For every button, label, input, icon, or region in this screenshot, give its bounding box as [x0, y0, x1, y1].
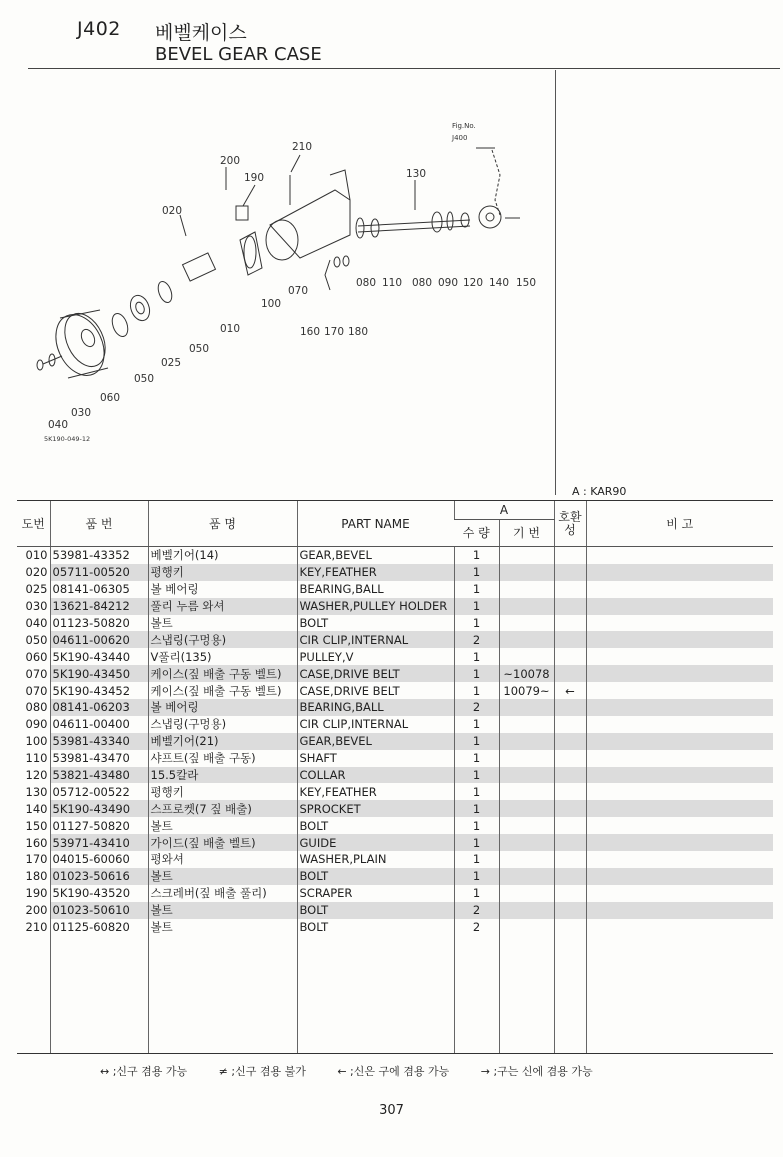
label-drawing-ref: 5K190-049-12 [44, 435, 91, 443]
row-name-en: SHAFT [297, 750, 454, 767]
compatibility-legend [100, 1063, 621, 1079]
col-header-part-name: PART NAME [297, 501, 454, 547]
exploded-view-diagram [0, 0, 783, 500]
row-part-no: 01023-50616 [50, 868, 148, 885]
label-100: 100 [261, 298, 282, 310]
row-remarks [586, 902, 773, 919]
table-row [17, 598, 773, 615]
row-remarks [586, 615, 773, 632]
row-remarks [586, 547, 773, 564]
row-qty: 1 [454, 885, 499, 902]
row-name-kr: 스냅링(구멍용) [148, 716, 297, 733]
row-no: 200 [25, 903, 48, 918]
bevel-gear-010-part [183, 253, 216, 281]
row-remarks [586, 800, 773, 817]
table-row [17, 716, 773, 733]
row-part-no: 08141-06305 [50, 581, 148, 598]
row-remarks [586, 716, 773, 733]
row-compat [554, 615, 586, 632]
row-serial [499, 733, 554, 750]
row-name-en: SCRAPER [297, 885, 454, 902]
row-compat [554, 547, 586, 564]
table-row [17, 564, 773, 581]
row-name-en: BEARING,BALL [297, 699, 454, 716]
row-part-no: 05711-00520 [50, 564, 148, 581]
table-row [17, 699, 773, 716]
row-qty: 1 [454, 682, 499, 699]
row-compat [554, 902, 586, 919]
col-header-a: A [454, 501, 554, 520]
label-150: 150 [516, 277, 537, 289]
row-no: 210 [25, 920, 48, 935]
row-no: 100 [25, 734, 48, 749]
row-qty: 1 [454, 547, 499, 564]
legend-new-old: ← ;신은 구에 겸용 가능 [337, 1065, 450, 1078]
row-name-kr: 베벨기어(21) [148, 733, 297, 750]
row-no: 070 [25, 683, 48, 698]
row-part-no: 04611-00400 [50, 716, 148, 733]
row-serial [499, 564, 554, 581]
label-120: 120 [463, 277, 484, 289]
table-row [17, 615, 773, 632]
label-050a: 050 [189, 343, 210, 355]
label-040: 040 [48, 419, 69, 431]
row-compat [554, 885, 586, 902]
row-name-kr: 15.5칼라 [148, 767, 297, 784]
col-header-qty: 수 량 [454, 520, 499, 547]
circlip-050-part [109, 311, 130, 338]
table-row [17, 581, 773, 598]
bearing-025-part [127, 293, 153, 324]
label-200: 200 [220, 155, 241, 167]
row-name-kr: 평행키 [148, 564, 297, 581]
row-qty: 1 [454, 564, 499, 581]
row-compat [554, 851, 586, 868]
row-compat [554, 800, 586, 817]
row-name-kr: 스크레버(짚 배출 풀리) [148, 885, 297, 902]
row-qty: 1 [454, 800, 499, 817]
row-qty: 1 [454, 665, 499, 682]
row-remarks [586, 682, 773, 699]
row-remarks [586, 868, 773, 885]
row-part-no: 5K190-43450 [50, 665, 148, 682]
legend-old-new: → ;구는 신에 겸용 가능 [480, 1065, 593, 1078]
row-compat [554, 665, 586, 682]
col-header-name-kr: 품 명 [148, 501, 297, 547]
row-serial: 10079~ [499, 682, 554, 699]
applicability-note: A : KAR90 [572, 485, 627, 498]
label-080a: 080 [356, 277, 377, 289]
v-pulley-part [47, 307, 114, 384]
row-remarks [586, 665, 773, 682]
legend-both: ↔ ;신구 겸용 가능 [100, 1065, 188, 1078]
guide-160-part [325, 260, 330, 290]
row-name-en: BOLT [297, 902, 454, 919]
row-name-kr: V풀리(135) [148, 648, 297, 665]
label-090: 090 [438, 277, 459, 289]
row-name-en: BEARING,BALL [297, 581, 454, 598]
case-070-part [270, 190, 350, 258]
row-name-kr: 볼 베어링 [148, 581, 297, 598]
label-190: 190 [244, 172, 265, 184]
row-serial [499, 851, 554, 868]
parts-table [17, 500, 773, 1054]
row-name-en: BOLT [297, 868, 454, 885]
label-025: 025 [161, 357, 182, 369]
row-no: 190 [25, 886, 48, 901]
label-020: 020 [162, 205, 183, 217]
table-row [17, 885, 773, 902]
row-compat [554, 817, 586, 834]
row-qty: 1 [454, 851, 499, 868]
row-name-en: BOLT [297, 817, 454, 834]
row-compat [554, 699, 586, 716]
row-name-en: BOLT [297, 615, 454, 632]
row-part-no: 08141-06203 [50, 699, 148, 716]
label-140: 140 [489, 277, 510, 289]
label-050b: 050 [134, 373, 155, 385]
row-no: 150 [25, 818, 48, 833]
row-compat [554, 716, 586, 733]
row-compat [554, 564, 586, 581]
row-serial [499, 631, 554, 648]
row-no: 050 [25, 632, 48, 647]
row-name-kr: 풀리 누름 와셔 [148, 598, 297, 615]
row-remarks [586, 817, 773, 834]
row-part-no: 04015-60060 [50, 851, 148, 868]
row-qty: 1 [454, 868, 499, 885]
row-serial [499, 868, 554, 885]
row-no: 110 [25, 751, 48, 766]
table-row [17, 851, 773, 868]
row-serial [499, 547, 554, 564]
row-qty: 1 [454, 716, 499, 733]
row-compat [554, 750, 586, 767]
row-name-en: CIR CLIP,INTERNAL [297, 716, 454, 733]
row-qty: 1 [454, 615, 499, 632]
row-no: 160 [25, 835, 48, 850]
row-qty: 1 [454, 834, 499, 851]
row-name-kr: 평행키 [148, 783, 297, 800]
row-qty: 1 [454, 783, 499, 800]
col-header-remarks: 비 고 [586, 501, 773, 547]
row-remarks [586, 733, 773, 750]
row-name-kr: 평와셔 [148, 851, 297, 868]
label-110: 110 [382, 277, 403, 289]
row-serial [499, 783, 554, 800]
row-remarks [586, 581, 773, 598]
row-name-en: GUIDE [297, 834, 454, 851]
row-remarks [586, 885, 773, 902]
row-remarks [586, 851, 773, 868]
row-name-kr: 베벨기어(14) [148, 547, 297, 564]
table-row [17, 902, 773, 919]
row-compat [554, 648, 586, 665]
row-remarks [586, 598, 773, 615]
row-name-en: KEY,FEATHER [297, 564, 454, 581]
row-remarks [586, 564, 773, 581]
row-qty: 1 [454, 750, 499, 767]
label-030: 030 [71, 407, 92, 419]
row-part-no: 04611-00620 [50, 631, 148, 648]
row-name-kr: 볼트 [148, 817, 297, 834]
row-remarks [586, 834, 773, 851]
row-no: 020 [25, 565, 48, 580]
row-name-en: GEAR,BEVEL [297, 547, 454, 564]
row-remarks [586, 631, 773, 648]
row-name-en: SPROCKET [297, 800, 454, 817]
label-060: 060 [100, 392, 121, 404]
row-part-no: 53981-43352 [50, 547, 148, 564]
row-serial [499, 902, 554, 919]
label-130: 130 [406, 168, 427, 180]
row-name-en: KEY,FEATHER [297, 783, 454, 800]
row-compat [554, 767, 586, 784]
row-qty: 1 [454, 581, 499, 598]
table-row [17, 800, 773, 817]
title-korean: 베벨케이스 [155, 22, 247, 44]
row-part-no: 01123-50820 [50, 615, 148, 632]
table-row [17, 733, 773, 750]
row-name-kr: 가이드(짚 배출 벨트) [148, 834, 297, 851]
row-no: 130 [25, 784, 48, 799]
row-serial [499, 615, 554, 632]
row-serial [499, 800, 554, 817]
row-name-kr: 샤프트(짚 배출 구동) [148, 750, 297, 767]
row-compat: ← [554, 682, 586, 699]
row-part-no: 5K190-43440 [50, 648, 148, 665]
table-row [17, 919, 773, 936]
table-row [17, 631, 773, 648]
row-name-kr: 스프로켓(7 짚 배출) [148, 800, 297, 817]
label-160: 160 [300, 326, 321, 338]
row-name-en: GEAR,BEVEL [297, 733, 454, 750]
row-no: 025 [25, 582, 48, 597]
row-compat [554, 919, 586, 936]
row-name-kr: 볼트 [148, 868, 297, 885]
table-row [17, 834, 773, 851]
row-compat [554, 598, 586, 615]
row-serial [499, 716, 554, 733]
row-serial [499, 834, 554, 851]
row-no: 070 [25, 666, 48, 681]
row-qty: 2 [454, 631, 499, 648]
row-compat [554, 733, 586, 750]
table-row [17, 868, 773, 885]
row-qty: 1 [454, 648, 499, 665]
row-serial: ~10078 [499, 665, 554, 682]
row-name-en: WASHER,PULLEY HOLDER [297, 598, 454, 615]
row-name-kr: 케이스(짚 배출 구동 벨트) [148, 665, 297, 682]
row-serial [499, 817, 554, 834]
table-row [17, 682, 773, 699]
row-qty: 2 [454, 902, 499, 919]
row-remarks [586, 783, 773, 800]
row-no: 120 [25, 768, 48, 783]
label-010: 010 [220, 323, 241, 335]
label-j400: J400 [452, 134, 468, 142]
col-header-compat: 호환성 [554, 501, 586, 547]
row-name-kr: 볼 베어링 [148, 699, 297, 716]
row-no: 030 [25, 599, 48, 614]
row-remarks [586, 699, 773, 716]
label-180: 180 [348, 326, 369, 338]
row-name-en: BOLT [297, 919, 454, 936]
row-name-en: PULLEY,V [297, 648, 454, 665]
row-serial [499, 767, 554, 784]
page-number: 307 [379, 1103, 404, 1118]
row-remarks [586, 750, 773, 767]
row-name-kr: 볼트 [148, 902, 297, 919]
row-part-no: 05712-00522 [50, 783, 148, 800]
row-qty: 1 [454, 598, 499, 615]
table-row [17, 817, 773, 834]
row-part-no: 53971-43410 [50, 834, 148, 851]
row-compat [554, 783, 586, 800]
row-serial [499, 581, 554, 598]
row-no: 080 [25, 700, 48, 715]
row-compat [554, 581, 586, 598]
row-name-kr: 스냅링(구멍용) [148, 631, 297, 648]
row-part-no: 01127-50820 [50, 817, 148, 834]
row-part-no: 5K190-43520 [50, 885, 148, 902]
row-part-no: 53981-43340 [50, 733, 148, 750]
catalog-code: J402 [77, 18, 121, 40]
row-part-no: 13621-84212 [50, 598, 148, 615]
label-fig-no: Fig.No. [452, 122, 476, 130]
row-no: 090 [25, 717, 48, 732]
row-no: 040 [25, 616, 48, 630]
row-qty: 2 [454, 919, 499, 936]
row-compat [554, 631, 586, 648]
row-name-en: CASE,DRIVE BELT [297, 665, 454, 682]
row-part-no: 53981-43470 [50, 750, 148, 767]
row-part-no: 01125-60820 [50, 919, 148, 936]
legend-none: ≠ ;신구 겸용 불가 [218, 1065, 306, 1078]
table-row [17, 767, 773, 784]
row-serial [499, 648, 554, 665]
table-row [17, 783, 773, 800]
row-no: 140 [25, 801, 48, 816]
bolt-040-part [37, 360, 43, 370]
col-header-serial: 기 번 [499, 520, 554, 547]
col-header-no: 도번 [17, 501, 50, 547]
row-serial [499, 750, 554, 767]
row-serial [499, 598, 554, 615]
table-blank-area [17, 935, 773, 1054]
table-row [17, 750, 773, 767]
label-070: 070 [288, 285, 309, 297]
row-name-kr: 케이스(짚 배출 구동 벨트) [148, 682, 297, 699]
row-no: 180 [25, 869, 48, 884]
row-part-no: 53821-43480 [50, 767, 148, 784]
label-080b: 080 [412, 277, 433, 289]
table-row [17, 648, 773, 665]
row-name-en: CIR CLIP,INTERNAL [297, 631, 454, 648]
row-remarks [586, 648, 773, 665]
row-compat [554, 834, 586, 851]
title-english: BEVEL GEAR CASE [155, 44, 322, 65]
row-qty: 2 [454, 699, 499, 716]
label-170: 170 [324, 326, 345, 338]
row-serial [499, 699, 554, 716]
col-header-part-no: 품 번 [50, 501, 148, 547]
row-qty: 1 [454, 767, 499, 784]
row-qty: 1 [454, 733, 499, 750]
row-serial [499, 885, 554, 902]
row-serial [499, 919, 554, 936]
row-part-no: 01023-50610 [50, 902, 148, 919]
row-qty: 1 [454, 817, 499, 834]
row-part-no: 5K190-43490 [50, 800, 148, 817]
row-part-no: 5K190-43452 [50, 682, 148, 699]
row-compat [554, 868, 586, 885]
table-row [17, 547, 773, 564]
row-no: 170 [25, 852, 48, 867]
row-no: 010 [25, 548, 48, 563]
row-remarks [586, 919, 773, 936]
label-210: 210 [292, 141, 313, 153]
row-name-kr: 볼트 [148, 615, 297, 632]
table-row [17, 665, 773, 682]
row-name-kr: 볼트 [148, 919, 297, 936]
row-remarks [586, 767, 773, 784]
row-name-en: CASE,DRIVE BELT [297, 682, 454, 699]
row-name-en: COLLAR [297, 767, 454, 784]
row-name-en: WASHER,PLAIN [297, 851, 454, 868]
row-no: 060 [25, 649, 48, 664]
